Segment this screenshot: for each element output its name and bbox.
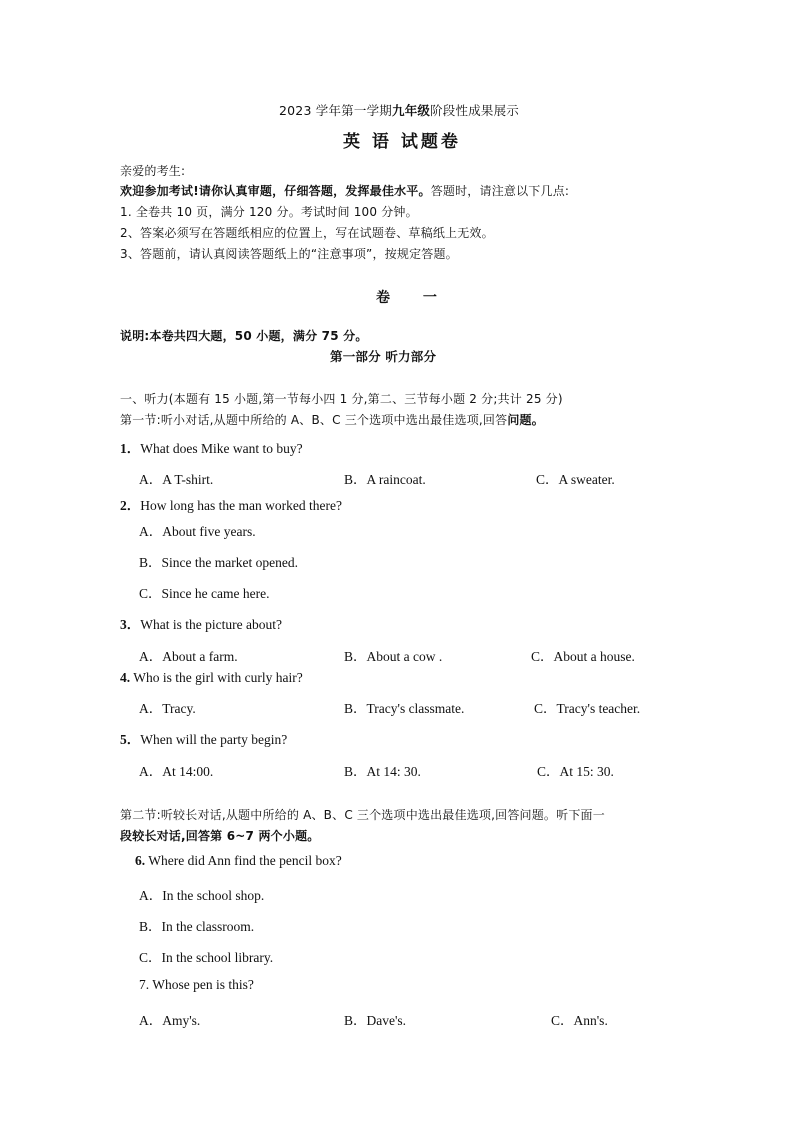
greeting: 亲爱的考生:: [120, 164, 186, 178]
section2-instructions-line2: 段较长对话,回答第 6~7 两个小题。: [120, 829, 320, 843]
q4-option-a: A．Tracy.: [139, 701, 196, 716]
note-3: 3、答题前，请认真阅读答题纸上的“注意事项”，按规定答题。: [120, 247, 458, 261]
q3-option-b: B．About a cow .: [344, 649, 443, 664]
question-text: When will the party begin?: [140, 732, 288, 747]
question-number: 5．: [120, 732, 141, 747]
listening-heading: 一、听力(本题有 15 小题,第一节每小四 1 分,第二、三节每小题 2 分;共计 25 分): [120, 392, 563, 406]
q3-option-a: A．About a farm.: [139, 649, 238, 664]
q2-option-c: C．Since he came here.: [139, 586, 270, 601]
question-number: 4.: [120, 670, 131, 685]
q6-option-c: C．In the school library.: [139, 950, 274, 965]
note-2: 2、答案必须写在答题纸相应的位置上，写在试题卷、草稿纸上无效。: [120, 226, 494, 240]
subtitle-post: 阶段性成果展示: [430, 103, 520, 118]
question-number: 2．: [120, 498, 141, 513]
note-1: 1. 全卷共 10 页，满分 120 分。考试时间 100 分钟。: [120, 205, 418, 219]
q2-option-b: B．Since the market opened.: [139, 555, 298, 570]
q5-option-a: A．At 14:00.: [139, 764, 214, 779]
question-number: 1．: [120, 441, 141, 456]
q5-option-b: B．At 14: 30.: [344, 764, 421, 779]
exam-title: 英 语 试题卷: [343, 132, 461, 152]
q1-option-b: B．A raincoat.: [344, 472, 426, 487]
question-1: [120, 437, 303, 457]
section1-instr-pre: 第一节:听小对话,从题中所给的 A、B、C 三个选项中选出最佳选项,回答: [120, 413, 508, 427]
question-4: [120, 670, 303, 686]
q7-option-c: C．Ann's.: [551, 1013, 608, 1028]
q7-option-a: A．Amy's.: [139, 1013, 201, 1028]
question-6: [135, 853, 342, 869]
subtitle-grade: 九年级: [392, 103, 431, 118]
q4-option-c: C．Tracy's teacher.: [534, 701, 641, 716]
question-3: [120, 613, 282, 633]
subtitle-pre: 2023 学年第一学期: [279, 103, 392, 118]
question-number: 7.: [139, 977, 150, 992]
section-title: 卷 一: [376, 290, 451, 306]
q6-option-b: B．In the classroom.: [139, 919, 255, 934]
section-description: 说明:本卷共四大题，50 小题，满分 75 分。: [120, 329, 368, 343]
question-2: [120, 494, 342, 514]
q2-option-a: A．About five years.: [139, 524, 256, 539]
question-number: 6.: [135, 853, 146, 868]
question-7: [139, 977, 254, 993]
question-text: Who is the girl with curly hair?: [133, 670, 303, 685]
q5-option-c: C．At 15: 30.: [537, 764, 614, 779]
question-number: 3．: [120, 617, 141, 632]
q6-option-a: A．In the school shop.: [139, 888, 265, 903]
q1-option-c: C．A sweater.: [536, 472, 615, 487]
welcome-pre: 欢迎参加考试!: [120, 184, 199, 198]
q7-option-b: B．Dave's.: [344, 1013, 407, 1028]
welcome-post: 答题时，请注意以下几点:: [430, 184, 570, 198]
part-title: 第一部分 听力部分: [330, 349, 437, 364]
section2-instructions-line1: 第二节:听较长对话,从题中所给的 A、B、C 三个选项中选出最佳选项,回答问题。听下面一: [120, 808, 605, 822]
question-text: Where did Ann find the pencil box?: [148, 853, 342, 868]
question-text: What is the picture about?: [140, 617, 282, 632]
exam-subtitle: [279, 101, 519, 119]
q4-option-b: B．Tracy's classmate.: [344, 701, 465, 716]
welcome-bold: 请你认真审题，仔细答题，发挥最佳水平。: [198, 184, 431, 198]
section1-instructions: [120, 411, 544, 428]
question-text: Whose pen is this?: [152, 977, 254, 992]
welcome-line: [120, 182, 569, 199]
question-text: How long has the man worked there?: [140, 498, 342, 513]
question-text: What does Mike want to buy?: [140, 441, 303, 456]
section1-instr-bold: 问题。: [507, 413, 544, 427]
q3-option-c: C．About a house.: [531, 649, 635, 664]
q1-option-a: A．A T-shirt.: [139, 472, 214, 487]
question-5: [120, 728, 287, 748]
